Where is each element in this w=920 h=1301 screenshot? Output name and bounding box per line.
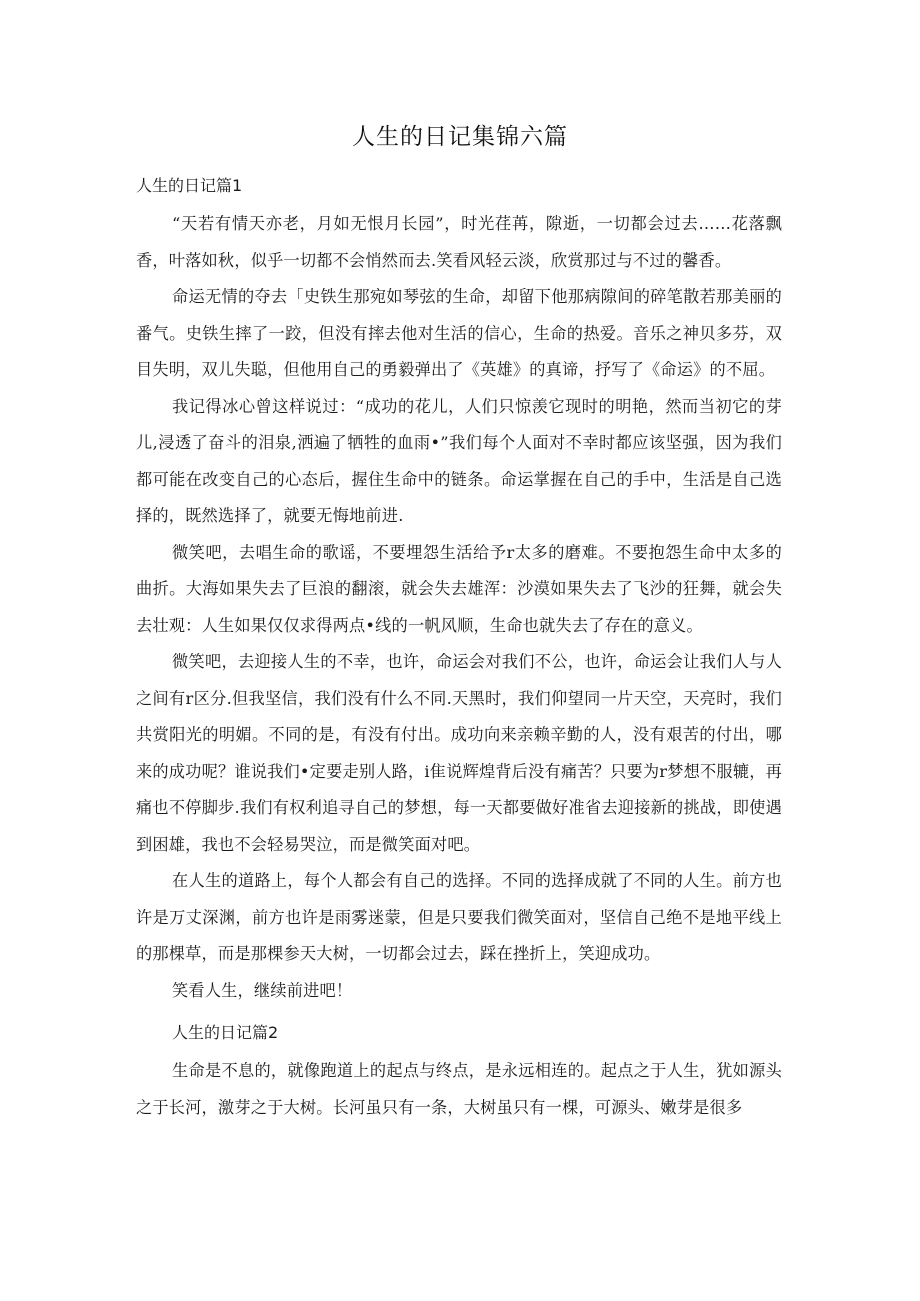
document-body [136,172,782,1126]
section-2 [136,1019,782,1126]
paragraph: 我记得冰心曾这样说过：“成功的花儿，人们只惊羡它现时的明艳，然而当初它的芽儿,浸透了奋斗的泪泉,洒遍了牺牲的血雨•”我们每个人面对不幸时都应该坚强，因为我们都可能在改变自己的心态后，握住生命中的链条。命运掌握在自己的手中，生活是自己选择的，既然选择了，就要无悔地前进. [136,396,782,525]
paragraph: “天若有情天亦老，月如无恨月长园”，时光荏苒，隙逝，一切都会过去……花落飘香，叶落如秋，似乎一切都不会悄然而去.笑看风轻云淡，欣赏那过与不过的馨香。 [136,214,782,270]
paragraph: 命运无情的夺去「史铁生那宛如琴弦的生命，却留下他那病隙间的碎笔散若那美丽的番气。史铁生摔了一跤，但没有摔去他对生活的信心，生命的热爱。音乐之神贝多芬，双目失明，双儿失聪，但他用自己的勇毅弹出了《英雄》的真谛，抒写了《命运》的不屈。 [136,287,782,379]
paragraph: 生命是不息的，就像跑道上的起点与终点，是永远相连的。起点之于人生，犹如源头之于长河，激芽之于大树。长河虽只有一条，大树虽只有一棵，可源头、嫩芽是很多 [136,1061,782,1117]
section-heading: 人生的日记篇1 [136,176,243,195]
section-1 [136,172,782,1009]
paragraph: 笑看人生，继续前进吧！ [172,980,353,1000]
document-title: 人生的日记集锦六篇 [352,124,568,150]
paragraph: 微笑吧，去迎接人生的不幸，也许，命运会对我们不公，也许，命运会让我们人与人之间有r区分.但我坚信，我们没有什么不同.天黑时，我们仰望同一片天空，天亮时，我们共赏阳光的明媚。不同的是，有没有付出。成功向来亲赖辛勤的人，没有艰苦的付出，哪来的成功呢？谁说我们•定要走别人路，i隹说辉煌背后没有痛苦？只要为r梦想不服辘，再痛也不停脚步.我们有权利追寻自己的梦想，每一天都要做好准省去迎接新的挑战，即使遇到困雄，我也不会轻易哭泣，而是微笑面对吧。 [136,652,782,854]
paragraph: 在人生的道路上，每个人都会有自己的选择。不同的选择成就了不同的人生。前方也许是万丈深渊，前方也许是雨雾迷蒙，但是只要我们微笑面对，坚信自己绝不是地平线上的那棵草，而是那棵参天大树，一切都会过去，踩在挫折上，笑迎成功。 [136,871,782,963]
section-heading: 人生的日记篇2 [172,1023,279,1042]
paragraph: 微笑吧，去唱生命的歌谣，不要埋怨生活给予r太多的磨难。不要抱怨生命中太多的曲折。大海如果失去了巨浪的翻滚，就会失去雄浑：沙漠如果失去了飞沙的狂舞，就会失去壮观：人生如果仅仅求得两点•线的一帆风顺，生命也就失去了存在的意义。 [136,542,782,635]
